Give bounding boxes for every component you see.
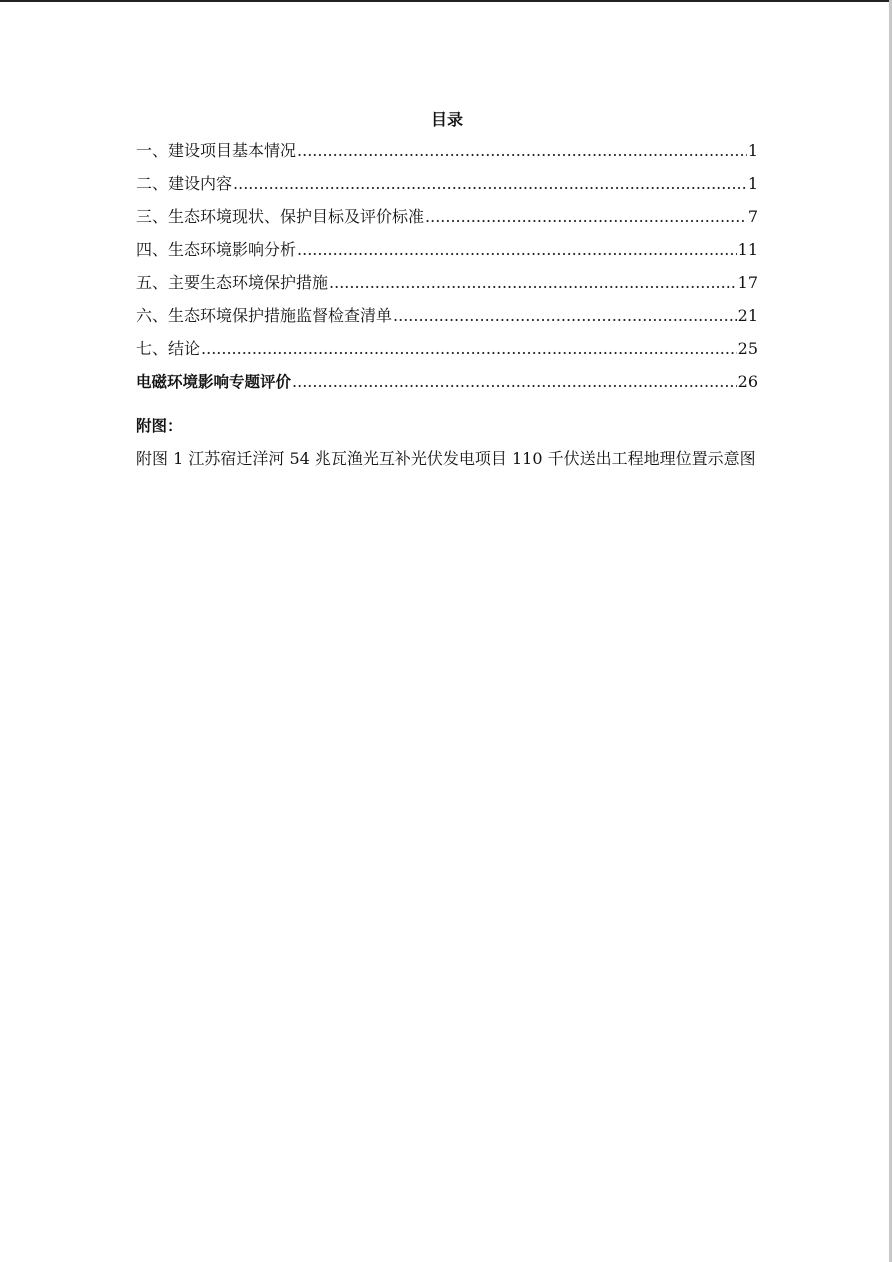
toc-entry-page: 1	[747, 141, 758, 160]
toc-entry-label: 五、主要生态环境保护措施	[136, 273, 329, 292]
toc-leader-dots	[292, 365, 737, 398]
toc-entry-page: 7	[747, 207, 758, 226]
document-page	[136, 106, 758, 476]
toc-entry-label: 六、生态环境保护措施监督检查清单	[136, 306, 393, 325]
toc-entry-label: 一、建设项目基本情况	[136, 141, 297, 160]
toc-entry-label: 电磁环境影响专题评价	[136, 373, 292, 391]
toc-leader-dots	[201, 332, 737, 365]
toc-entry-page: 21	[737, 306, 758, 325]
toc-entry-label: 七、结论	[136, 339, 201, 358]
toc-entry-page: 11	[737, 240, 758, 259]
toc-entry[interactable]	[136, 365, 758, 398]
toc-entry[interactable]	[136, 134, 758, 167]
toc-entry[interactable]	[136, 266, 758, 299]
toc-entry-page: 25	[737, 339, 758, 358]
toc-entry-label: 三、生态环境现状、保护目标及评价标准	[136, 207, 425, 226]
toc-leader-dots	[233, 167, 747, 200]
toc-entry[interactable]	[136, 233, 758, 266]
toc-entry-label: 二、建设内容	[136, 174, 233, 193]
toc-entry[interactable]	[136, 200, 758, 233]
appendix-item: 附图 1 江苏宿迁洋河 54 兆瓦渔光互补光伏发电项目 110 千伏送出工程地理位置示意图	[136, 449, 756, 468]
toc-entry-page: 17	[737, 273, 758, 292]
toc-list	[136, 134, 758, 398]
toc-entry-label: 四、生态环境影响分析	[136, 240, 297, 259]
toc-entry-page: 1	[747, 174, 758, 193]
toc-entry-page: 26	[737, 372, 758, 391]
toc-entry[interactable]	[136, 299, 758, 332]
appendix-heading: 附图：	[136, 417, 183, 435]
toc-entry[interactable]	[136, 167, 758, 200]
toc-leader-dots	[425, 200, 747, 233]
toc-leader-dots	[297, 233, 737, 266]
toc-entry[interactable]	[136, 332, 758, 365]
toc-title: 目录	[430, 110, 463, 129]
toc-leader-dots	[297, 134, 747, 167]
page-top-border	[0, 0, 892, 2]
toc-leader-dots	[329, 266, 737, 299]
toc-leader-dots	[393, 299, 737, 332]
